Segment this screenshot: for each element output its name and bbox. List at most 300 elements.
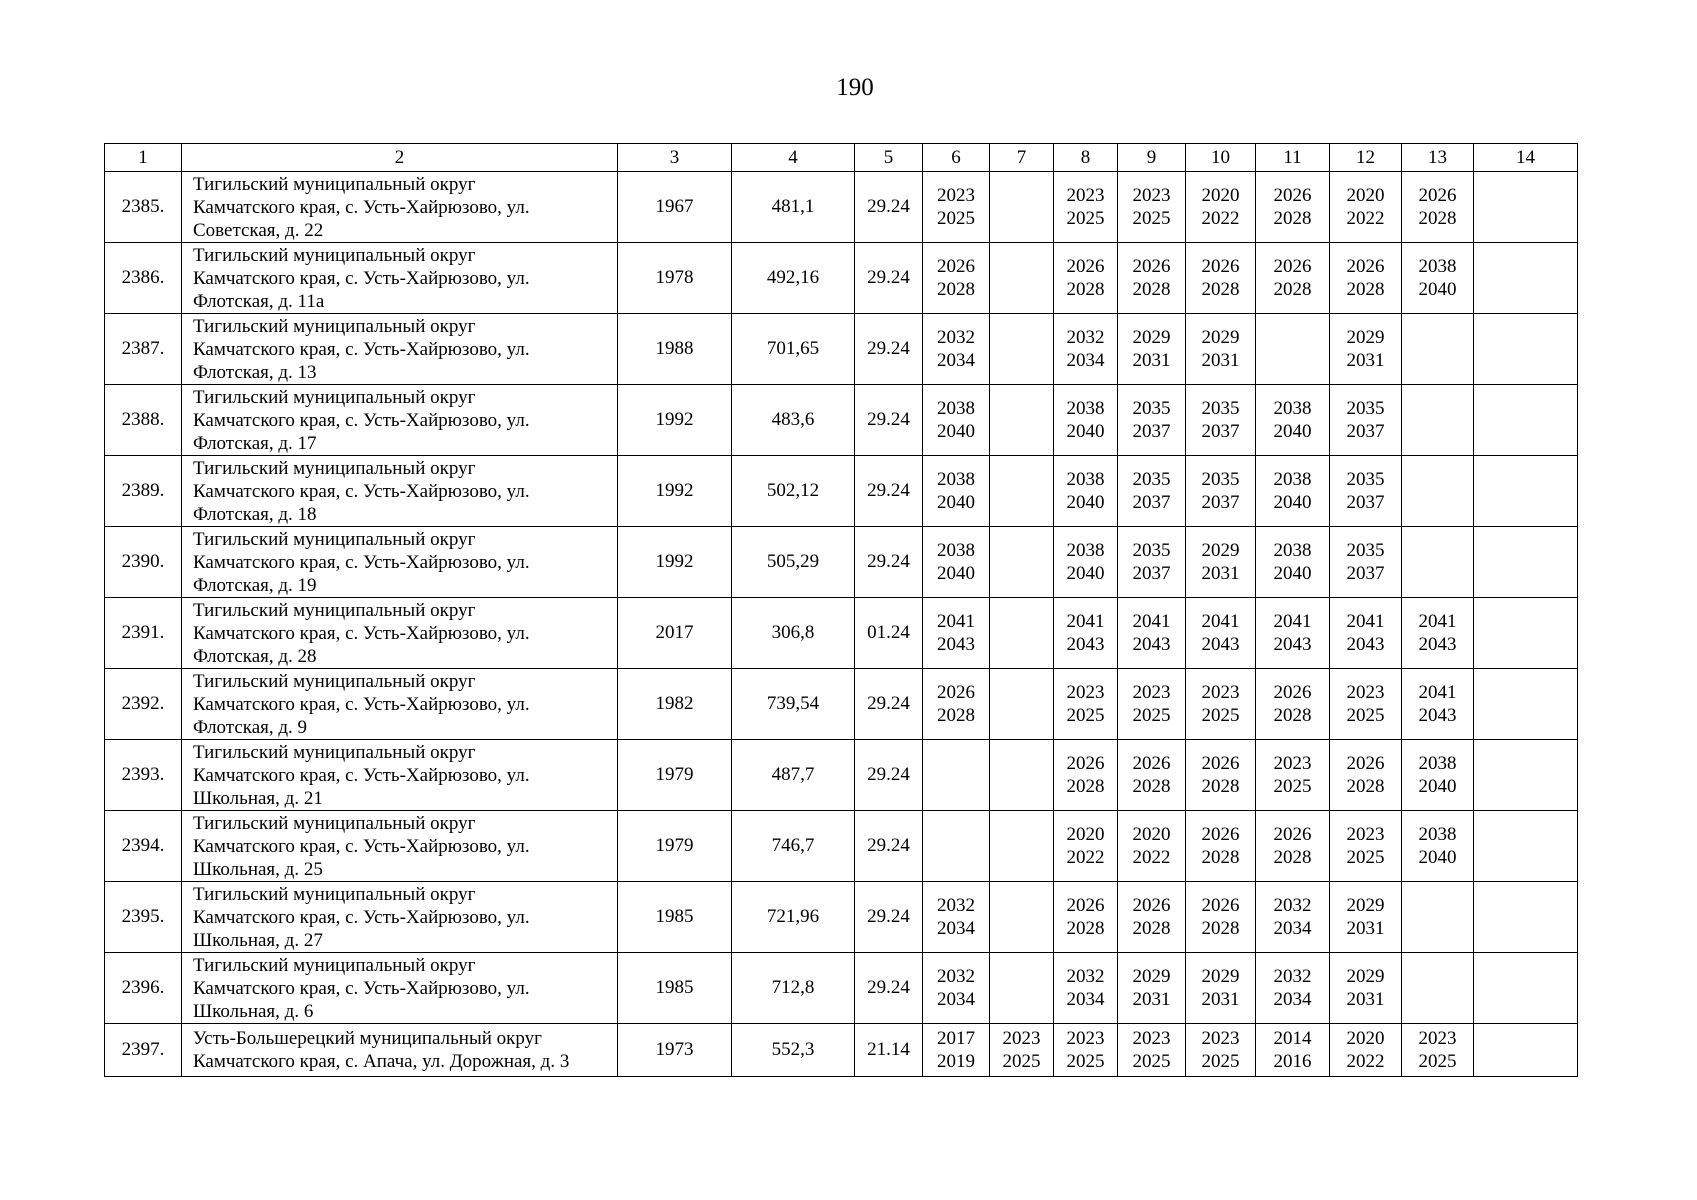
period-cell [1474,243,1578,314]
period-year: 2025 [1346,847,1385,868]
address-line: Камчатского края, с. Усть-Хайрюзово, ул. [193,622,530,644]
period-cell [990,527,1054,598]
period-year: 2026 [1273,824,1312,845]
period-year: 2040 [937,421,975,442]
build-year: 2017 [618,598,732,669]
area: 487,7 [732,740,855,811]
period-year: 2041 [937,611,975,632]
address-line: Флотская, д. 19 [193,574,317,596]
build-year: 1992 [618,456,732,527]
period-cell [1330,456,1402,527]
period-cell [1330,811,1402,882]
period-cell [1054,882,1118,953]
period-cell [1330,385,1402,456]
row-number: 2396. [105,953,182,1024]
period-year: 2028 [1273,208,1312,229]
address-cell [182,172,618,243]
period-year: 2016 [1273,1051,1312,1072]
period-cell [990,456,1054,527]
period-cell [1054,953,1118,1024]
address-line: Флотская, д. 9 [193,716,308,738]
period-cell [1474,385,1578,456]
column-header: 10 [1186,144,1256,172]
period-year: 2025 [937,208,975,229]
column-header: 12 [1330,144,1402,172]
period-year: 2031 [1201,563,1240,584]
build-year: 1979 [618,740,732,811]
period-cell [923,527,990,598]
table-row [105,385,1578,456]
period-cell [1256,243,1330,314]
period-year: 2026 [1346,753,1385,774]
period-cell [1256,314,1330,385]
table-row [105,882,1578,953]
period-cell [1256,1024,1330,1077]
period-year: 2029 [1201,327,1240,348]
period-year: 2020 [1201,185,1240,206]
period-year: 2023 [1346,824,1385,845]
period-year: 2038 [1418,753,1457,774]
build-year: 1967 [618,172,732,243]
period-year: 2040 [1066,421,1105,442]
period-year: 2034 [1066,989,1105,1010]
period-year: 2040 [1066,492,1105,513]
period-year: 2032 [1273,966,1312,987]
period-cell [1330,1024,1402,1077]
period-year: 2025 [1132,208,1171,229]
period-cell [1118,456,1186,527]
code: 29.24 [855,811,923,882]
period-year: 2020 [1066,824,1105,845]
period-cell [1402,882,1474,953]
period-cell [990,385,1054,456]
period-year: 2038 [1066,469,1105,490]
address-line: Флотская, д. 28 [193,645,317,667]
period-year: 2025 [1132,705,1171,726]
period-year: 2026 [1201,824,1240,845]
period-year: 2034 [1273,918,1312,939]
period-cell [1186,811,1256,882]
address-line: Камчатского края, с. Усть-Хайрюзово, ул. [193,409,530,431]
period-year: 2022 [1346,208,1385,229]
period-year: 2040 [1418,279,1457,300]
period-cell [1256,740,1330,811]
period-cell [1256,385,1330,456]
period-cell [1186,172,1256,243]
period-year: 2032 [937,966,975,987]
build-year: 1973 [618,1024,732,1077]
period-cell [1330,740,1402,811]
period-cell [990,314,1054,385]
period-year: 2028 [1346,279,1385,300]
period-year: 2040 [1418,776,1457,797]
period-year: 2025 [1201,1051,1240,1072]
period-cell [1474,172,1578,243]
table-row [105,1024,1578,1077]
period-year: 2029 [1201,966,1240,987]
period-year: 2025 [1066,705,1105,726]
build-year: 1988 [618,314,732,385]
address-line: Школьная, д. 21 [193,787,323,809]
period-year: 2019 [937,1051,975,1072]
period-year: 2032 [937,895,975,916]
period-cell [990,811,1054,882]
period-year: 2026 [1066,753,1105,774]
address-line: Камчатского края, с. Усть-Хайрюзово, ул. [193,906,530,928]
period-year: 2035 [1346,540,1385,561]
build-year: 1992 [618,527,732,598]
area: 721,96 [732,882,855,953]
period-year: 2028 [1273,847,1312,868]
period-year: 2026 [1201,895,1240,916]
period-year: 2028 [1066,279,1105,300]
period-year: 2014 [1273,1028,1312,1049]
period-cell [990,669,1054,740]
build-year: 1978 [618,243,732,314]
code: 01.24 [855,598,923,669]
period-year: 2028 [1066,918,1105,939]
period-year: 2038 [1418,824,1457,845]
period-year: 2023 [1002,1028,1041,1049]
period-cell [1186,598,1256,669]
period-year: 2041 [1066,611,1105,632]
period-year: 2035 [1132,469,1171,490]
period-year: 2038 [937,398,975,419]
period-cell [1474,456,1578,527]
period-year: 2023 [1346,682,1385,703]
period-year: 2023 [1066,185,1105,206]
row-number: 2389. [105,456,182,527]
period-cell [1256,811,1330,882]
period-cell [1330,953,1402,1024]
column-header: 3 [618,144,732,172]
code: 29.24 [855,314,923,385]
period-cell [1054,172,1118,243]
period-year: 2029 [1346,895,1385,916]
row-number: 2393. [105,740,182,811]
address-cell [182,669,618,740]
period-year: 2025 [1273,776,1312,797]
row-number: 2388. [105,385,182,456]
row-number: 2385. [105,172,182,243]
period-year: 2034 [937,918,975,939]
period-year: 2025 [1066,1051,1105,1072]
period-cell [923,598,990,669]
row-number: 2392. [105,669,182,740]
area: 306,8 [732,598,855,669]
period-cell [1474,953,1578,1024]
address-line: Камчатского края, с. Апача, ул. Дорожная, д. 3 [193,1051,570,1072]
period-year: 2023 [937,185,975,206]
address-cell [182,882,618,953]
period-year: 2041 [1418,611,1457,632]
period-year: 2029 [1201,540,1240,561]
period-year: 2035 [1132,540,1171,561]
address-line: Камчатского края, с. Усть-Хайрюзово, ул. [193,835,530,857]
period-cell [1186,314,1256,385]
period-year: 2022 [1346,1051,1385,1072]
table-row [105,669,1578,740]
period-cell [1118,172,1186,243]
period-cell [1186,385,1256,456]
period-cell [1474,740,1578,811]
address-line: Флотская, д. 11а [193,290,325,312]
period-cell [1054,243,1118,314]
period-year: 2023 [1066,1028,1105,1049]
address-line: Тигильский муниципальный округ [193,741,476,763]
period-year: 2023 [1273,753,1312,774]
period-year: 2038 [1066,398,1105,419]
address-line: Школьная, д. 25 [193,858,323,880]
period-year: 2037 [1132,563,1171,584]
period-year: 2034 [937,350,975,371]
period-cell [1186,953,1256,1024]
period-year: 2032 [1066,327,1105,348]
period-year: 2028 [1066,776,1105,797]
period-year: 2041 [1132,611,1171,632]
period-cell [1118,811,1186,882]
period-cell [1402,740,1474,811]
period-year: 2029 [1346,966,1385,987]
period-cell [1330,598,1402,669]
address-line: Школьная, д. 27 [193,929,323,951]
table-header [105,144,1578,172]
period-year: 2040 [1273,563,1312,584]
period-cell [1474,669,1578,740]
period-year: 2025 [1132,1051,1171,1072]
period-year: 2035 [1201,398,1240,419]
header-row [105,144,1578,172]
period-year: 2038 [937,469,975,490]
period-year: 2026 [1132,753,1171,774]
address-cell [182,527,618,598]
column-header: 7 [990,144,1054,172]
period-cell [1054,456,1118,527]
period-year: 2028 [1201,776,1240,797]
period-year: 2031 [1132,989,1171,1010]
period-cell [923,172,990,243]
period-year: 2025 [1346,705,1385,726]
period-year: 2043 [1066,634,1105,655]
row-number: 2397. [105,1024,182,1077]
period-year: 2022 [1132,847,1171,868]
period-cell [1186,669,1256,740]
period-cell [1474,314,1578,385]
address-line: Школьная, д. 6 [193,1000,314,1022]
address-cell [182,598,618,669]
period-year: 2038 [1418,256,1457,277]
period-cell [1256,172,1330,243]
code: 29.24 [855,172,923,243]
area: 481,1 [732,172,855,243]
address-line: Тигильский муниципальный округ [193,386,476,408]
address-cell [182,456,618,527]
period-year: 2028 [1201,847,1240,868]
period-cell [990,953,1054,1024]
period-cell [1330,882,1402,953]
period-cell [1186,243,1256,314]
code: 29.24 [855,456,923,527]
period-year: 2025 [1201,705,1240,726]
period-year: 2026 [1273,256,1312,277]
address-cell [182,314,618,385]
period-year: 2040 [1066,563,1105,584]
period-year: 2031 [1201,350,1240,371]
address-line: Флотская, д. 18 [193,503,317,525]
period-cell [1474,527,1578,598]
table-row [105,598,1578,669]
build-year: 1992 [618,385,732,456]
code: 29.24 [855,243,923,314]
address-line: Тигильский муниципальный округ [193,173,476,195]
page-number: 190 [836,74,874,101]
period-cell [1256,953,1330,1024]
column-header: 2 [182,144,618,172]
period-year: 2028 [1273,705,1312,726]
period-year: 2020 [1346,185,1385,206]
row-number: 2395. [105,882,182,953]
period-year: 2043 [937,634,975,655]
period-year: 2041 [1273,611,1312,632]
period-year: 2017 [937,1028,975,1049]
address-line: Тигильский муниципальный округ [193,883,476,905]
period-year: 2034 [1273,989,1312,1010]
column-header: 13 [1402,144,1474,172]
period-year: 2038 [1273,469,1312,490]
period-cell [1256,527,1330,598]
period-year: 2026 [1201,753,1240,774]
period-year: 2026 [1066,256,1105,277]
address-line: Тигильский муниципальный округ [193,244,476,266]
area: 746,7 [732,811,855,882]
period-cell [1402,669,1474,740]
period-cell [1118,882,1186,953]
period-cell [1402,811,1474,882]
period-year: 2028 [1273,279,1312,300]
period-cell [1330,243,1402,314]
column-header: 9 [1118,144,1186,172]
column-header: 11 [1256,144,1330,172]
period-year: 2037 [1201,492,1240,513]
period-year: 2043 [1418,705,1457,726]
code: 29.24 [855,882,923,953]
period-year: 2023 [1132,185,1171,206]
period-cell [1118,527,1186,598]
build-year: 1982 [618,669,732,740]
row-number: 2394. [105,811,182,882]
address-line: Камчатского края, с. Усть-Хайрюзово, ул. [193,977,530,999]
code: 29.24 [855,669,923,740]
period-year: 2028 [937,279,975,300]
period-cell [1118,598,1186,669]
address-line: Камчатского края, с. Усть-Хайрюзово, ул. [193,764,530,786]
period-year: 2028 [937,705,975,726]
period-cell [1118,385,1186,456]
period-year: 2043 [1418,634,1457,655]
table-row [105,314,1578,385]
address-line: Тигильский муниципальный округ [193,457,476,479]
period-year: 2035 [1201,469,1240,490]
period-cell [1186,882,1256,953]
period-year: 2031 [1201,989,1240,1010]
period-cell [1256,456,1330,527]
period-cell [1054,527,1118,598]
period-year: 2038 [1273,398,1312,419]
column-header: 8 [1054,144,1118,172]
period-year: 2034 [1066,350,1105,371]
period-year: 2028 [1132,279,1171,300]
area: 739,54 [732,669,855,740]
column-header: 14 [1474,144,1578,172]
period-year: 2043 [1201,634,1240,655]
period-year: 2031 [1132,350,1171,371]
period-year: 2031 [1346,989,1385,1010]
period-year: 2040 [937,563,975,584]
period-year: 2028 [1201,279,1240,300]
table-row [105,243,1578,314]
code: 29.24 [855,527,923,598]
period-year: 2037 [1346,563,1385,584]
address-line: Тигильский муниципальный округ [193,670,476,692]
period-cell [1054,740,1118,811]
period-year: 2038 [1273,540,1312,561]
period-cell [1256,669,1330,740]
period-cell [1402,953,1474,1024]
area: 712,8 [732,953,855,1024]
period-year: 2026 [1132,256,1171,277]
period-cell [1402,527,1474,598]
period-year: 2028 [1346,776,1385,797]
period-cell [990,243,1054,314]
area: 505,29 [732,527,855,598]
period-year: 2043 [1346,634,1385,655]
period-year: 2037 [1132,421,1171,442]
period-year: 2041 [1418,682,1457,703]
row-number: 2387. [105,314,182,385]
period-cell [1054,385,1118,456]
period-year: 2023 [1132,682,1171,703]
period-cell [990,740,1054,811]
period-year: 2031 [1346,350,1385,371]
code: 29.24 [855,740,923,811]
period-cell [1474,882,1578,953]
address-cell [182,1024,618,1077]
period-year: 2040 [1273,421,1312,442]
period-year: 2025 [1066,208,1105,229]
period-year: 2026 [1418,185,1457,206]
code: 29.24 [855,385,923,456]
period-cell [1118,1024,1186,1077]
period-year: 2020 [1346,1028,1385,1049]
period-cell [923,456,990,527]
period-year: 2040 [1418,847,1457,868]
period-year: 2043 [1273,634,1312,655]
code: 29.24 [855,953,923,1024]
period-cell [1256,598,1330,669]
period-year: 2023 [1201,1028,1240,1049]
row-number: 2390. [105,527,182,598]
period-year: 2037 [1201,421,1240,442]
period-year: 2029 [1132,327,1171,348]
period-year: 2026 [1273,185,1312,206]
row-number: 2391. [105,598,182,669]
period-year: 2025 [1002,1051,1041,1072]
address-line: Камчатского края, с. Усть-Хайрюзово, ул. [193,196,530,218]
period-cell [1402,456,1474,527]
address-cell [182,243,618,314]
period-cell [1118,953,1186,1024]
period-year: 2038 [1066,540,1105,561]
